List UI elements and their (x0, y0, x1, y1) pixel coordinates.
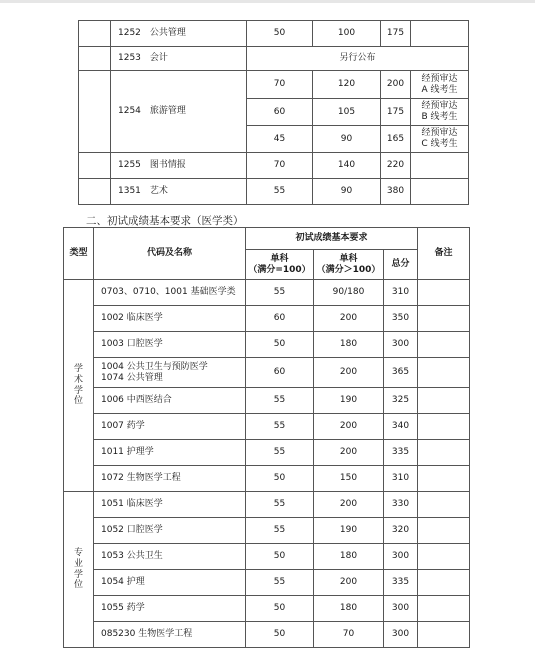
header-single-100 (246, 250, 314, 280)
table2-single-over-100: 190 (314, 388, 384, 414)
table1-note (411, 153, 469, 179)
table2-single-over-100: 200 (314, 306, 384, 332)
section-heading: 二、初试成绩基本要求（医学类） (86, 215, 244, 227)
table2-name-line: 0703、0710、1001 基础医学类 (101, 287, 236, 298)
table1-v2: 90 (313, 179, 381, 205)
table1-v2: 140 (313, 153, 381, 179)
table2-row (64, 332, 470, 358)
header-total: 总分 (384, 250, 418, 280)
table2-code-name (94, 596, 246, 622)
table2-row (64, 596, 470, 622)
table1-blank-cell (79, 47, 111, 71)
table2-single-over-100: 200 (314, 414, 384, 440)
table1-v3: 200 (381, 71, 411, 99)
table1-note (411, 179, 469, 205)
table2-code-name (94, 388, 246, 414)
table2-name-line: 1051 临床医学 (101, 499, 163, 510)
table2-remarks (418, 596, 470, 622)
table2-row (64, 492, 470, 518)
table2-remarks (418, 544, 470, 570)
table2-single-over-100: 70 (314, 622, 384, 648)
table2-single-over-100: 180 (314, 544, 384, 570)
table1-note (411, 21, 469, 47)
table2-type-char: 位 (73, 396, 83, 407)
table2-single-over-100: 190 (314, 518, 384, 544)
table1-blank-cell (79, 153, 111, 179)
table2-single-100: 55 (246, 414, 314, 440)
table2-single-100: 55 (246, 570, 314, 596)
table2-total: 335 (384, 570, 418, 596)
table2-total: 300 (384, 544, 418, 570)
table2-remarks (418, 388, 470, 414)
table1-row (79, 179, 469, 205)
table2-single-over-100: 90/180 (314, 280, 384, 306)
table2-row (64, 414, 470, 440)
table2-total: 300 (384, 622, 418, 648)
table2-single-100: 55 (246, 388, 314, 414)
table2-single-over-100: 200 (314, 570, 384, 596)
table1-v3: 165 (381, 126, 411, 153)
table2-remarks (418, 622, 470, 648)
table2-row (64, 466, 470, 492)
table1-name: 公共管理 (149, 28, 186, 39)
table2-type-cell (64, 280, 94, 492)
table1-note (411, 126, 469, 153)
table1-blank-cell (79, 179, 111, 205)
table2-single-100: 55 (246, 280, 314, 306)
header-basic-requirement: 初试成绩基本要求 (246, 228, 418, 250)
table2-type-char: 术 (73, 374, 83, 385)
table1-code-name (111, 179, 247, 205)
table2-single-100: 55 (246, 440, 314, 466)
table1-note-line: 经预审达 (421, 128, 458, 139)
table2-name-line: 1052 口腔医学 (101, 525, 163, 536)
table2-single-100: 55 (246, 518, 314, 544)
table2-name-line: 1006 中西医结合 (101, 395, 172, 406)
table1-code-name (111, 47, 247, 71)
table1-blank-cell (79, 71, 111, 153)
table1-note-line: B 线考生 (421, 112, 458, 122)
table2-single-100: 50 (246, 466, 314, 492)
table1-v1: 70 (247, 71, 313, 99)
table2-row (64, 358, 470, 388)
table1-note (411, 71, 469, 99)
page-top-edge (0, 0, 535, 3)
header-code-name: 代码及名称 (94, 228, 246, 280)
table1-v2: 90 (313, 126, 381, 153)
table1-note-line: 经预审达 (421, 73, 458, 84)
table1-note-line: A 线考生 (421, 84, 458, 95)
table1-name: 图书情报 (149, 160, 186, 171)
table2-total: 300 (384, 596, 418, 622)
table1-row (79, 71, 469, 99)
table1-code: 1255 (118, 160, 141, 171)
table2-remarks (418, 466, 470, 492)
table2-total: 325 (384, 388, 418, 414)
table2-remarks (418, 414, 470, 440)
table2-type-cell (64, 492, 94, 648)
table2-code-name (94, 570, 246, 596)
header-remarks: 备注 (418, 228, 470, 280)
header-single-over-100-line1: 单科 (339, 253, 358, 264)
table2-row (64, 570, 470, 596)
header-single-over-100-line2: （满分＞100） (316, 264, 381, 275)
table1-v1: 50 (247, 21, 313, 47)
table2-row (64, 622, 470, 648)
table2-row (64, 388, 470, 414)
table2-remarks (418, 570, 470, 596)
table2-single-over-100: 200 (314, 440, 384, 466)
table2-single-over-100: 200 (314, 492, 384, 518)
table1-row (79, 47, 469, 71)
table1-row (79, 21, 469, 47)
table2-single-100: 60 (246, 358, 314, 388)
table2-row (64, 518, 470, 544)
table2-name-line: 1055 药学 (101, 603, 145, 614)
table2-type-char: 学 (73, 385, 83, 396)
table1-v2: 105 (313, 99, 381, 126)
table2-code-name (94, 544, 246, 570)
table2-row (64, 544, 470, 570)
table2-total: 350 (384, 306, 418, 332)
table1-v1: 55 (247, 179, 313, 205)
table1-code-name (111, 21, 247, 47)
table1-v3: 175 (381, 99, 411, 126)
table1-v3: 220 (381, 153, 411, 179)
table2-row (64, 280, 470, 306)
table2-single-over-100: 200 (314, 358, 384, 388)
table2-type-char: 学 (73, 569, 83, 580)
table2-remarks (418, 492, 470, 518)
table2-name-line: 085230 生物医学工程 (101, 629, 193, 640)
table2-type-char: 学 (73, 363, 83, 374)
table2-single-100: 50 (246, 622, 314, 648)
table2-remarks (418, 440, 470, 466)
table2-single-100: 50 (246, 596, 314, 622)
table1-v1: 60 (247, 99, 313, 126)
table1-code: 1254 (118, 106, 141, 117)
table2-code-name (94, 492, 246, 518)
table2-type-char: 专 (73, 547, 83, 558)
table2-remarks (418, 518, 470, 544)
table2-code-name (94, 518, 246, 544)
table1-name: 旅游管理 (149, 106, 186, 117)
table2-total: 320 (384, 518, 418, 544)
table2-name-line: 1054 护理 (101, 577, 145, 588)
header-single-over-100 (314, 250, 384, 280)
table1-v2: 120 (313, 71, 381, 99)
table2-name-line: 1003 口腔医学 (101, 339, 163, 350)
table2-row (64, 306, 470, 332)
table1-code-name (111, 71, 247, 153)
header-single-100-line2: （满分=100） (248, 264, 311, 275)
table2-type-char: 业 (73, 558, 83, 569)
table1-v1: 70 (247, 153, 313, 179)
table1-v3: 380 (381, 179, 411, 205)
table1-note (411, 99, 469, 126)
table1-v3: 175 (381, 21, 411, 47)
table2-name-line: 1074 公共管理 (101, 372, 163, 383)
table2-code-name (94, 358, 246, 388)
table2-name-line: 1011 护理学 (101, 447, 154, 458)
score-table-continued (78, 20, 469, 205)
table1-code: 1252 (118, 28, 141, 39)
header-type: 类型 (64, 228, 94, 280)
table2-single-100: 50 (246, 332, 314, 358)
table2-code-name (94, 622, 246, 648)
medical-score-table (63, 227, 470, 648)
table1-code: 1351 (118, 186, 141, 197)
header-single-100-line1: 单科 (270, 253, 289, 264)
table2-total: 340 (384, 414, 418, 440)
table1-code-name (111, 153, 247, 179)
table1-v2: 100 (313, 21, 381, 47)
table1-blank-cell (79, 21, 111, 47)
table1-v1: 45 (247, 126, 313, 153)
table2-type-char: 位 (73, 580, 83, 591)
table2-remarks (418, 332, 470, 358)
table2-name-line: 1007 药学 (101, 421, 145, 432)
table2-single-over-100: 150 (314, 466, 384, 492)
table2-total: 300 (384, 332, 418, 358)
table2-remarks (418, 280, 470, 306)
table2-total: 310 (384, 466, 418, 492)
table2-code-name (94, 414, 246, 440)
table2-name-line: 1072 生物医学工程 (101, 473, 181, 484)
table2-code-name (94, 466, 246, 492)
table2-name-line: 1002 临床医学 (101, 313, 163, 324)
table1-code: 1253 (118, 53, 141, 64)
table2-total: 335 (384, 440, 418, 466)
table2-total: 330 (384, 492, 418, 518)
table1-name: 艺术 (149, 186, 168, 197)
table2-remarks (418, 358, 470, 388)
table2-code-name (94, 306, 246, 332)
table2-row (64, 440, 470, 466)
table1-note-line: 经预审达 (421, 101, 458, 112)
table2-single-100: 55 (246, 492, 314, 518)
table1-merged-note: 另行公布 (247, 47, 469, 71)
table2-name-line: 1053 公共卫生 (101, 551, 163, 562)
table2-remarks (418, 306, 470, 332)
table2-single-over-100: 180 (314, 332, 384, 358)
table1-row (79, 153, 469, 179)
table2-single-100: 60 (246, 306, 314, 332)
table2-name-line: 1004 公共卫生与预防医学 (101, 361, 208, 372)
table1-note-line: C 线考生 (421, 139, 458, 149)
table2-single-over-100: 180 (314, 596, 384, 622)
table2-code-name (94, 440, 246, 466)
table2-code-name (94, 332, 246, 358)
table2-single-100: 50 (246, 544, 314, 570)
table2-total: 310 (384, 280, 418, 306)
table2-total: 365 (384, 358, 418, 388)
table2-code-name (94, 280, 246, 306)
table1-name: 会计 (149, 53, 168, 64)
